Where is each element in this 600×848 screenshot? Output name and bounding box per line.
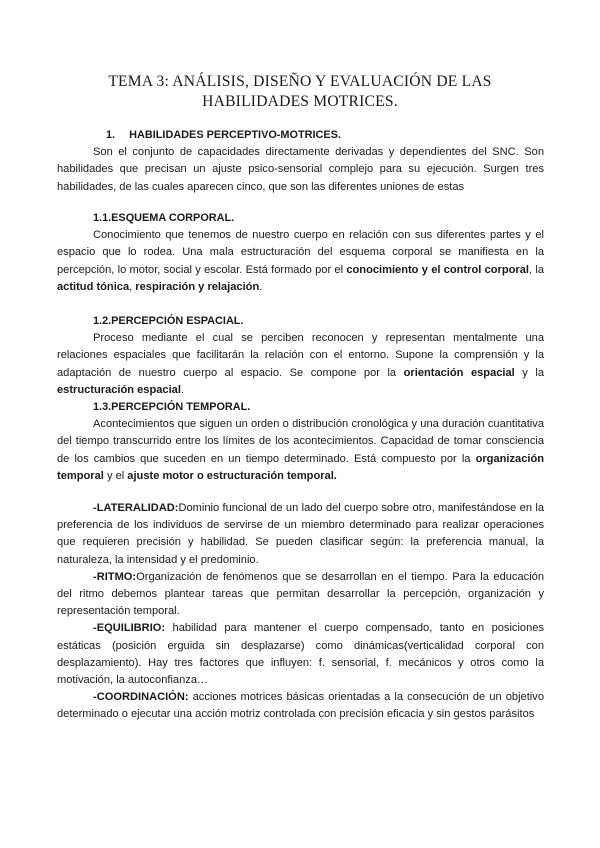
- bold-term: conocimiento y el control corporal: [346, 263, 529, 276]
- item-text: acciones motrices básicas orientadas a la consecución de un objetivo determinado o ejecutar una acción motriz controlada con precisión eficacia y sin gestos parásitos: [57, 691, 544, 721]
- section-habilidades: [57, 127, 544, 196]
- subsection-heading: 1.2.PERCEPCIÓN ESPACIAL.: [93, 315, 244, 327]
- section-heading: [57, 127, 544, 144]
- text-run: Proceso mediante el cual se perciben reconocen y representan mentalmente una relaciones espaciales que facilitarán la relación con el entorno. Supone la comprensión y la adaptación de nuestro cuerpo al espacio. Se compone por la: [57, 332, 544, 379]
- item-label: -COORDINACIÓN:: [93, 691, 189, 704]
- item-label: -EQUILIBRIO:: [93, 622, 166, 635]
- item-text: Organización de fenómenos que se desarrollan en el tiempo. Para la educación del ritmo debemos plantear tareas que permitan desarrollar la percepción, organización y representación temporal.: [57, 570, 544, 618]
- items-list: [57, 500, 544, 724]
- item-label: -RITMO:: [93, 570, 137, 583]
- section-paragraph: Son el conjunto de capacidades directamente derivadas y dependientes del SNC. Son habilidades que precisan un ajuste psico-sensorial complejo para su ejecución. Surgen tres habilidades, de las cuales aparecen cinco, que son las diferentes uniones de estas: [57, 146, 544, 193]
- text-run: Conocimiento que tenemos de nuestro cuerpo en relación con sus diferentes partes y el espacio que lo rodea. Una mala estructuración del esquema corporal se manifiesta en la percepción, lo motor, social y escolar. Está formado por el: [57, 229, 544, 276]
- item-equilibrio: [57, 620, 544, 689]
- text-run: , la: [528, 263, 544, 276]
- item-lateralidad: [57, 500, 544, 569]
- subsection-paragraph: [57, 227, 544, 296]
- text-run: .: [180, 383, 185, 396]
- bold-term: ajuste motor o estructuración temporal.: [127, 469, 337, 482]
- subsection-paragraph: [57, 416, 544, 485]
- item-text: Dominio funcional de un lado del cuerpo sobre otro, manifestándose en la preferencia de los individuos de servirse de un miembro determinado para realizar operaciones que requieren precisión y habilidad. Se pueden clasificar según: la preferencia manual, la naturaleza, la intensidad y el predominio.: [57, 502, 544, 566]
- section-number: 1.: [106, 129, 116, 141]
- text-run: y la: [514, 366, 544, 379]
- item-label: -LATERALIDAD:: [93, 502, 179, 514]
- bold-term: estructuración espacial: [57, 383, 181, 396]
- subsection-percepcion-espacial: [57, 313, 544, 399]
- text-run: ,: [129, 280, 136, 293]
- bold-term: organización temporal: [57, 452, 544, 482]
- item-text: habilidad para mantener el cuerpo compensado, tanto en posiciones estáticas (posición erguida sin desplazarse) como dinámicas(verticalidad corporal con desplazamiento). Hay tres factores que influyen: f. sensorial, f. mecánicos y otros como la motivación, la autoconfianza…: [57, 622, 544, 687]
- text-run: y el: [103, 469, 128, 482]
- bold-term: respiración y relajación: [135, 280, 260, 293]
- item-ritmo: [57, 569, 544, 621]
- bold-term: actitud tónica: [57, 280, 130, 293]
- subsection-heading: 1.1.ESQUEMA CORPORAL.: [93, 212, 235, 224]
- text-run: Acontecimientos que siguen un orden o distribución cronológica y una duración cuantitativa del tiempo transcurrido entre los límites de los acontecimientos. Capacidad de tomar consciencia de los cambios que suceden en un tiempo determinado. Está compuesto por la: [57, 418, 544, 465]
- text-run: .: [259, 280, 263, 293]
- subsection-esquema-corporal: [57, 210, 544, 296]
- subsection-paragraph: [57, 330, 544, 399]
- bold-term: orientación espacial: [403, 366, 515, 379]
- subsection-percepcion-temporal: [57, 399, 544, 485]
- document-title: TEMA 3: ANÁLISIS, DISEÑO Y EVALUACIÓN DE LAS HABILIDADES MOTRICES.: [108, 73, 492, 110]
- subsection-heading: 1.3.PERCEPCIÓN TEMPORAL.: [93, 401, 251, 413]
- section-title: HABILIDADES PERCEPTIVO-MOTRICES.: [129, 129, 341, 141]
- item-coordinacion: [57, 689, 544, 723]
